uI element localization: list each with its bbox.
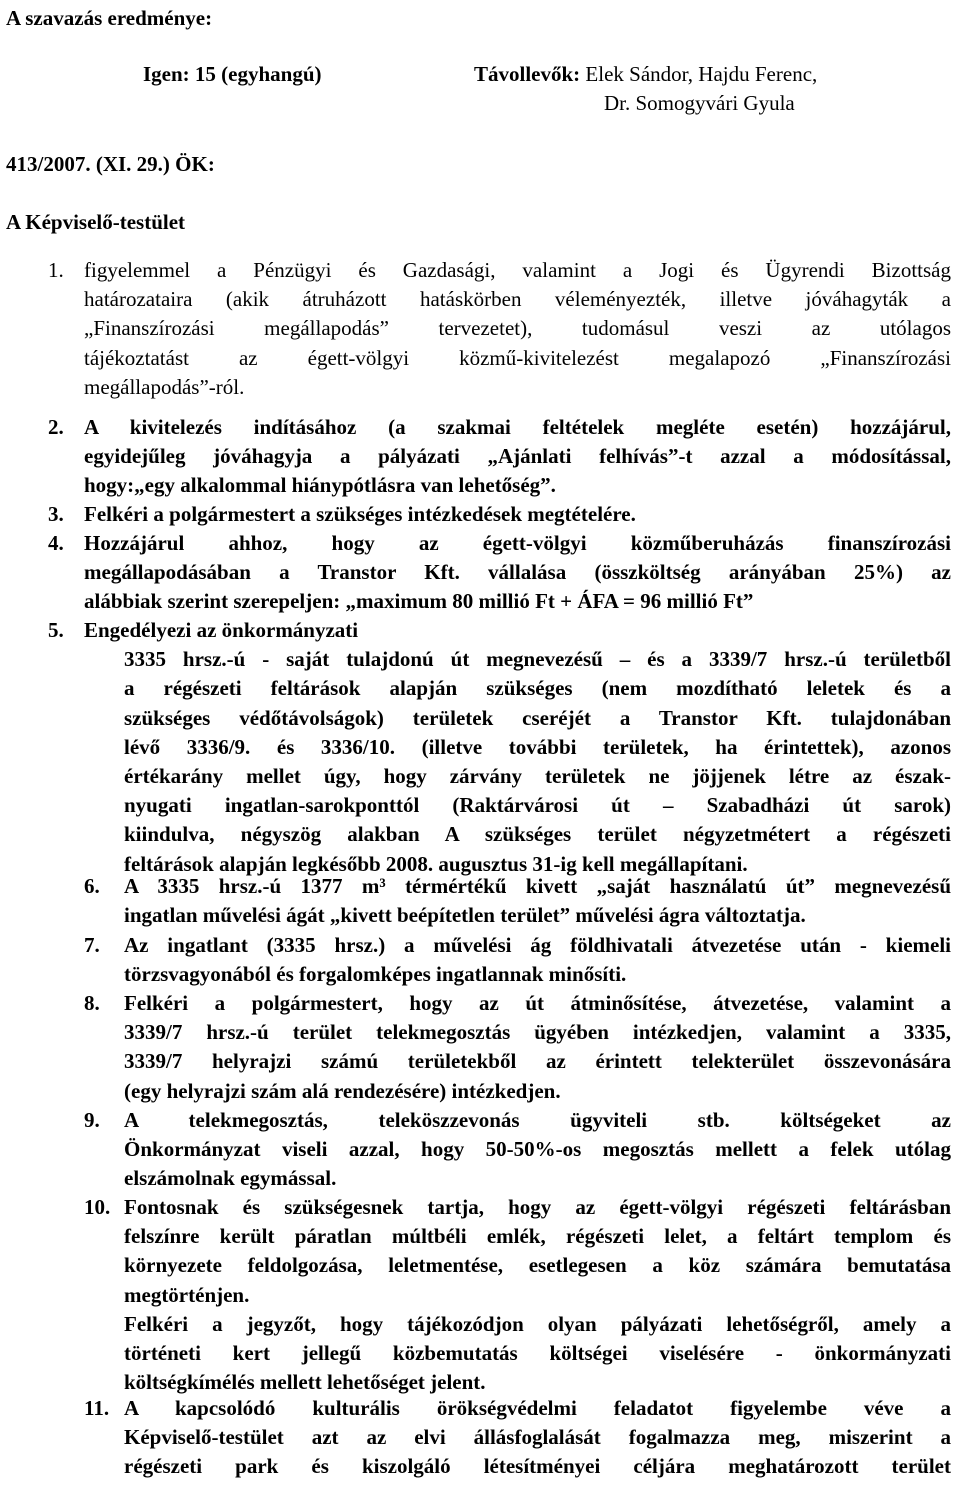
item-line: Önkormányzat viseli azzal, hogy 50-50%-os megosztás mellett a felek utólag bbox=[124, 1137, 951, 1162]
item-line: Engedélyezi az önkormányzati bbox=[84, 618, 359, 642]
item-line: (egy helyrajzi szám alá rendezésére) intézkedjen. bbox=[124, 1078, 561, 1103]
item-line: Képviselő-testület azt az elvi állásfoglalását fogalmazza meg, miszerint a bbox=[124, 1425, 951, 1450]
item-line: megállapodás”-ról. bbox=[84, 374, 245, 399]
item-number: 11. bbox=[84, 1396, 110, 1420]
absent-label: Távollevők: bbox=[474, 62, 581, 86]
item-sub-line: lévő 3336/9. és 3336/10. (illetve további területek, ha érintettek), azonos bbox=[124, 734, 951, 759]
item-text bbox=[124, 989, 951, 1106]
item-line: A kivitelezés indításához (a szakmai feltételek megléte esetén) hozzájárul, bbox=[84, 415, 951, 439]
item-line: 3339/7 hrsz.-ú terület telekmegosztás ügyében intézkedjen, valamint a 3335, bbox=[124, 1020, 951, 1045]
item-number: 10. bbox=[84, 1195, 111, 1219]
item-text bbox=[84, 616, 951, 645]
item-text bbox=[124, 1106, 951, 1194]
item-line: A telekmegosztás, teleköszzevonás ügyviteli stb. költségeket az bbox=[124, 1108, 951, 1132]
item-number: 9. bbox=[84, 1108, 100, 1132]
item-number: 3. bbox=[48, 502, 64, 526]
item-text bbox=[124, 872, 951, 930]
item-sub-line: szükséges védőtávolságok) területek cseréjét a Transtor Kft. tulajdonában bbox=[124, 705, 951, 730]
item-text bbox=[84, 413, 951, 501]
item-text bbox=[124, 1394, 951, 1482]
item-line: Hozzájárul ahhoz, hogy az égett-völgyi közműberuházás finanszírozási bbox=[84, 531, 951, 555]
item-text bbox=[124, 1193, 951, 1397]
item-number: 7. bbox=[84, 933, 100, 957]
item-line: régészeti park és kiszolgáló létesítményei céljára meghatározott terület bbox=[124, 1454, 951, 1479]
item-text bbox=[84, 500, 951, 529]
item-line: elszámolnak egymással. bbox=[124, 1166, 337, 1191]
item-line: történeti kert jellegű közbemutatás költségei viselésére - önkormányzati bbox=[124, 1340, 951, 1365]
item-number: 6. bbox=[84, 874, 100, 898]
item-line: Az ingatlant (3335 hrsz.) a művelési ág földhivatali átvezetése után - kiemeli bbox=[124, 933, 951, 957]
item-line: figyelemmel a Pénzügyi és Gazdasági, valamint a Jogi és Ügyrendi Bizottság bbox=[84, 258, 951, 282]
item-sub-line: értékarány mellet úgy, hogy zárvány területek ne jöjjenek létre az észak- bbox=[124, 763, 951, 788]
absent-names-line2: Dr. Somogyvári Gyula bbox=[604, 91, 795, 115]
vote-result-title: A szavazás eredménye: bbox=[6, 6, 213, 30]
item-sub-line: kiindulva, négyszög alakban A szükséges terület négyzetmétert a régészeti bbox=[124, 822, 951, 847]
item-number: 4. bbox=[48, 531, 64, 555]
resolution-subject: A Képviselő-testület bbox=[6, 210, 186, 234]
item-number: 2. bbox=[48, 415, 64, 439]
item-line: Felkéri a polgármestert, hogy az út átminősítése, átvezetése, valamint a bbox=[124, 991, 951, 1015]
absent-members bbox=[474, 60, 817, 89]
item-sub-line: feltárások alapján legkésőbb 2008. augusztus 31-ig kell megállapítani. bbox=[124, 851, 748, 876]
resolution-number: 413/2007. (XI. 29.) ÖK: bbox=[6, 152, 215, 176]
absent-names-line1: Elek Sándor, Hajdu Ferenc, bbox=[585, 62, 818, 86]
item-text bbox=[84, 529, 951, 617]
item-sub-text bbox=[124, 645, 951, 879]
item-line: felszínre került páratlan múltbéli emlék, régészeti lelet, a feltárt templom és bbox=[124, 1224, 951, 1249]
item-line: alábbiak szerint szerepeljen: „maximum 80 millió Ft + ÁFA = 96 millió Ft” bbox=[84, 589, 754, 614]
item-number: 1. bbox=[48, 258, 64, 282]
item-line: egyidejűleg jóváhagyja a pályázati „Ajánlati felhívás”-t azzal a módosítással, bbox=[84, 444, 951, 469]
item-line: tájékoztatást az égett-völgyi közmű-kivitelezést megalapozó „Finanszírozási bbox=[84, 345, 951, 370]
item-line: A kapcsolódó kulturális örökségvédelmi feladatot figyelembe véve a bbox=[124, 1396, 951, 1420]
item-line: törzsvagyonából és forgalomképes ingatlannak minősíti. bbox=[124, 962, 627, 987]
item-text bbox=[84, 256, 951, 402]
item-line: ingatlan művelési ágát „kivett beépítetlen terület” művelési ágra változtatja. bbox=[124, 903, 806, 928]
item-line: Fontosnak és szükségesnek tartja, hogy az égett-völgyi régészeti feltárásban bbox=[124, 1195, 951, 1219]
item-line: határozataira (akik átruházott hatáskörben véleményezték, illetve jóváhagyták a bbox=[84, 287, 951, 312]
item-line: megállapodásában a Transtor Kft. vállalása (összköltség arányában 25%) az bbox=[84, 560, 951, 585]
item-number: 8. bbox=[84, 991, 100, 1015]
item-line: Felkéri a jegyzőt, hogy tájékozódjon olyan pályázati lehetőségről, amely a bbox=[124, 1311, 951, 1336]
item-line: Felkéri a polgármestert a szükséges intézkedések megtételére. bbox=[84, 502, 636, 526]
item-line: költségkímélés mellett lehetőséget jelent. bbox=[124, 1370, 486, 1395]
item-line: hogy:„egy alkalommal hiánypótlásra van lehetőség”. bbox=[84, 473, 556, 498]
item-sub-line: nyugati ingatlan-sarokponttól (Raktárvárosi út – Szabadházi út sarok) bbox=[124, 793, 951, 818]
item-line: 3339/7 helyrajzi számú területekből az érintett telekterület összevonására bbox=[124, 1049, 951, 1074]
item-text bbox=[124, 931, 951, 989]
item-sub-line: 3335 hrsz.-ú - saját tulajdonú út megnevezésű – és a 3339/7 hrsz.-ú területből bbox=[124, 647, 951, 672]
item-line: környezete feldolgozása, leletmentése, esetlegesen a köz számára bemutatása bbox=[124, 1253, 951, 1278]
item-line: „Finanszírozási megállapodás” tervezetet), tudomásul veszi az utólagos bbox=[84, 316, 951, 341]
item-number: 5. bbox=[48, 618, 64, 642]
item-line: A 3335 hrsz.-ú 1377 m³ térmértékű kivett „saját használatú út” megnevezésű bbox=[124, 874, 951, 898]
vote-count: Igen: 15 (egyhangú) bbox=[143, 62, 322, 86]
item-sub-line: a régészeti feltárások alapján szükséges (nem mozdítható leletek és a bbox=[124, 676, 951, 701]
item-line: megtörténjen. bbox=[124, 1282, 250, 1307]
